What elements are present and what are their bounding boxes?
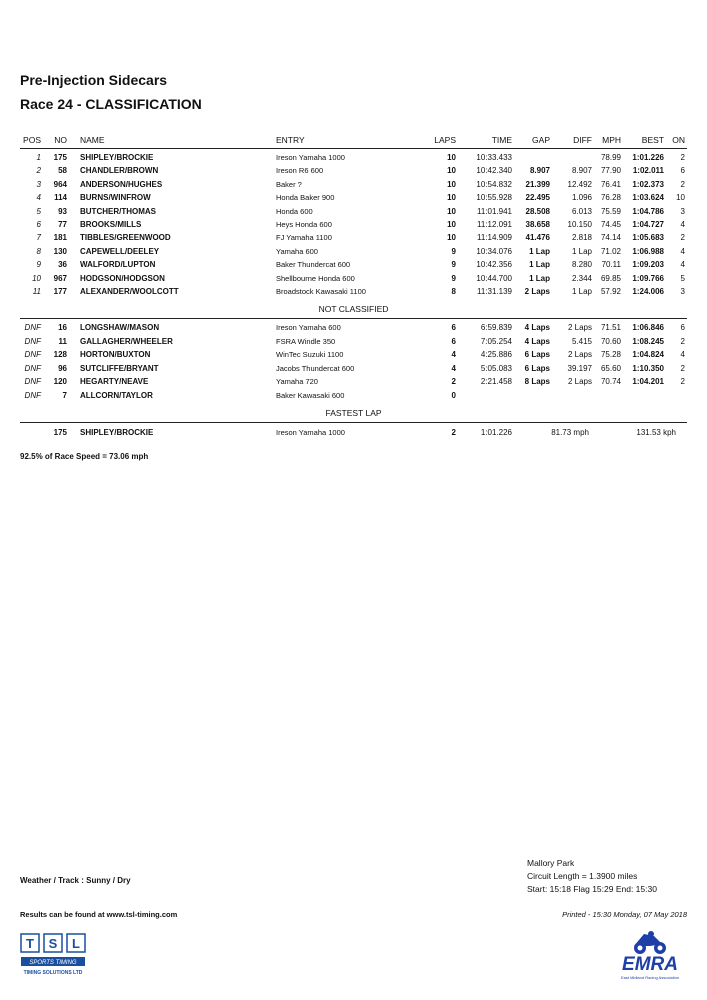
cell-laps: 4 <box>451 350 456 360</box>
cell-laps: 10 <box>447 153 456 162</box>
fastest-lap-time: 1:01.226 <box>480 428 512 437</box>
cell-gap: 1 Lap <box>529 273 550 283</box>
cell-mph: 70.11 <box>601 260 621 270</box>
cell-time: 10:44.700 <box>476 273 512 283</box>
cell-name: HEGARTY/NEAVE <box>80 377 149 387</box>
cell-mph: 74.45 <box>600 220 621 229</box>
cell-gap: 8 Laps <box>524 377 550 387</box>
venue-name: Mallory Park <box>527 858 575 868</box>
cell-no: 58 <box>58 166 67 176</box>
cell-mph: 75.28 <box>600 350 621 360</box>
cell-diff: 5.415 <box>571 336 592 346</box>
cell-on: 2 <box>680 336 685 346</box>
cell-time: 10:34.076 <box>476 246 512 256</box>
cell-time: 2:21.458 <box>480 377 512 387</box>
cell-mph: 70.60 <box>600 336 621 346</box>
cell-name: BURNS/WINFROW <box>80 193 151 203</box>
cell-time: 6:59.839 <box>480 323 512 332</box>
cell-entry: WinTec Suzuki 1100 <box>276 350 344 360</box>
col-laps: LAPS <box>434 135 456 145</box>
table-row <box>0 321 707 334</box>
cell-pos: 4 <box>36 193 41 203</box>
cell-time: 10:55.928 <box>476 193 512 203</box>
cell-laps: 10 <box>447 179 456 189</box>
cell-best: 1:04.786 <box>632 206 664 216</box>
cell-best: 1:01.226 <box>632 153 664 162</box>
cell-time: 10:42.340 <box>476 166 512 176</box>
cell-no: 964 <box>53 179 67 189</box>
col-entry: ENTRY <box>276 135 305 145</box>
cell-pos: 8 <box>36 246 41 256</box>
cell-no: 16 <box>58 323 67 332</box>
table-row <box>0 285 707 298</box>
table-row <box>0 205 707 218</box>
cell-entry: Ireson Yamaha 1000 <box>276 153 345 162</box>
cell-best: 1:24.006 <box>632 287 664 296</box>
cell-pos: 10 <box>32 273 41 283</box>
tsl-letter-t: T <box>26 936 34 951</box>
race-times: Start: 15:18 Flag 15:29 End: 15:30 <box>527 884 657 894</box>
cell-on: 6 <box>680 323 685 332</box>
cell-laps: 6 <box>451 336 456 346</box>
cell-pos: 7 <box>36 233 41 243</box>
cell-pos: 1 <box>36 153 41 162</box>
emra-logo <box>610 926 690 982</box>
cell-no: 77 <box>58 220 67 229</box>
cell-name: CAPEWELL/DEELEY <box>80 246 160 256</box>
cell-entry: FSRA Windle 350 <box>276 336 336 346</box>
cell-time: 4:25.886 <box>480 350 512 360</box>
cell-entry: Shellbourne Honda 600 <box>276 273 355 283</box>
cell-pos: DNF <box>24 323 41 332</box>
cell-gap: 4 Laps <box>524 323 550 332</box>
cell-time: 11:31.139 <box>477 287 512 296</box>
cell-name: ALLCORN/TAYLOR <box>80 391 153 400</box>
cell-laps: 0 <box>451 391 456 400</box>
cell-best: 1:09.203 <box>632 260 664 270</box>
tsl-letter-s: S <box>48 936 58 951</box>
cell-name: SHIPLEY/BROCKIE <box>80 153 154 162</box>
venue-info <box>527 857 657 896</box>
cell-mph: 76.41 <box>600 179 621 189</box>
cell-pos: DNF <box>24 377 41 387</box>
cell-mph: 57.92 <box>600 287 621 296</box>
table-row <box>0 389 707 402</box>
cell-no: 120 <box>53 377 67 387</box>
cell-on: 6 <box>680 166 685 176</box>
col-mph: MPH <box>602 135 621 145</box>
fastest-lap-divider <box>20 422 687 423</box>
cell-name: WALFORD/LUPTON <box>80 260 156 270</box>
cell-time: 11:01.941 <box>477 206 512 216</box>
cell-gap: 22.495 <box>525 193 550 203</box>
cell-on: 2 <box>680 377 685 387</box>
cell-pos: DNF <box>24 363 41 373</box>
cell-best: 1:02.011 <box>632 166 664 176</box>
cell-best: 1:06.846 <box>632 323 664 332</box>
col-name: NAME <box>80 135 105 145</box>
cell-pos: 5 <box>36 206 41 216</box>
cell-name: HODGSON/HODGSON <box>80 273 165 283</box>
cell-on: 4 <box>680 246 685 256</box>
weather-track: Weather / Track : Sunny / Dry <box>20 876 131 885</box>
cell-laps: 10 <box>447 166 456 176</box>
cell-entry: Baker Thundercat 600 <box>276 260 351 270</box>
cell-diff: 2.818 <box>571 233 592 243</box>
fastest-lap-mph: 81.73 mph <box>551 428 589 437</box>
table-row <box>0 362 707 375</box>
cell-time: 7:05.254 <box>480 336 512 346</box>
table-row <box>0 375 707 388</box>
cell-no: 967 <box>53 273 67 283</box>
cell-name: BROOKS/MILLS <box>80 220 142 229</box>
cell-no: 96 <box>58 363 67 373</box>
table-row <box>0 231 707 244</box>
cell-name: BUTCHER/THOMAS <box>80 206 156 216</box>
cell-entry: Honda 600 <box>276 206 313 216</box>
cell-gap: 28.508 <box>525 206 550 216</box>
table-row <box>0 218 707 231</box>
table-header <box>0 134 707 147</box>
tsl-letter-l: L <box>72 936 80 951</box>
cell-on: 2 <box>680 153 685 162</box>
cell-diff: 39.197 <box>567 363 592 373</box>
header-divider <box>20 148 687 149</box>
cell-best: 1:08.245 <box>632 336 664 346</box>
cell-entry: Heys Honda 600 <box>276 220 332 229</box>
cell-laps: 9 <box>451 260 456 270</box>
cell-name: HORTON/BUXTON <box>80 350 151 360</box>
cell-diff: 1.096 <box>571 193 592 203</box>
table-row <box>0 348 707 361</box>
table-row <box>0 164 707 177</box>
cell-no: 11 <box>58 336 67 346</box>
cell-entry: Baker ? <box>276 179 302 189</box>
cell-time: 5:05.083 <box>480 363 512 373</box>
cell-pos: DNF <box>24 391 41 400</box>
cell-best: 1:04.727 <box>632 220 664 229</box>
cell-pos: DNF <box>24 336 41 346</box>
fastest-lap-row <box>0 426 707 439</box>
cell-diff: 1 Lap <box>571 287 592 296</box>
cell-laps: 9 <box>451 273 456 283</box>
event-title: Pre-Injection Sidecars <box>20 72 168 88</box>
cell-name: SUTCLIFFE/BRYANT <box>80 363 159 373</box>
cell-diff: 2 Laps <box>567 350 592 360</box>
cell-best: 1:03.624 <box>632 193 664 203</box>
table-row <box>0 258 707 271</box>
cell-name: GALLAGHER/WHEELER <box>80 336 173 346</box>
cell-best: 1:02.373 <box>632 179 664 189</box>
cell-time: 11:14.909 <box>477 233 512 243</box>
cell-pos: 6 <box>36 220 41 229</box>
cell-entry: Honda Baker 900 <box>276 193 335 203</box>
cell-name: ALEXANDER/WOOLCOTT <box>80 287 179 296</box>
cell-time: 10:54.832 <box>476 179 512 189</box>
fastest-lap-kph: 131.53 kph <box>636 428 676 437</box>
cell-no: 36 <box>58 260 67 270</box>
cell-time: 11:12.091 <box>477 220 512 229</box>
cell-best: 1:09.766 <box>632 273 664 283</box>
cell-on: 4 <box>680 220 685 229</box>
cell-gap: 2 Laps <box>524 287 550 296</box>
cell-diff: 8.280 <box>571 260 592 270</box>
cell-entry: Baker Kawasaki 600 <box>276 391 345 400</box>
table-row <box>0 335 707 348</box>
cell-name: LONGSHAW/MASON <box>80 323 160 332</box>
table-row <box>0 245 707 258</box>
cell-on: 3 <box>680 206 685 216</box>
cell-laps: 10 <box>447 220 456 229</box>
table-row <box>0 178 707 191</box>
col-pos: POS <box>23 135 41 145</box>
cell-time: 10:33.433 <box>476 153 512 162</box>
cell-on: 2 <box>680 363 685 373</box>
cell-gap: 6 Laps <box>524 363 550 373</box>
cell-no: 177 <box>53 287 67 296</box>
cell-on: 4 <box>680 260 685 270</box>
cell-mph: 70.74 <box>600 377 621 387</box>
cell-gap: 38.658 <box>525 220 550 229</box>
cell-no: 7 <box>62 391 67 400</box>
cell-pos: 2 <box>36 166 41 176</box>
cell-diff: 8.907 <box>571 166 592 176</box>
cell-mph: 69.85 <box>600 273 621 283</box>
cell-gap: 21.399 <box>525 179 550 189</box>
fastest-lap-no: 175 <box>53 428 67 437</box>
cell-entry: Ireson Yamaha 600 <box>276 323 341 332</box>
not-classified-divider <box>20 318 687 319</box>
cell-pos: DNF <box>24 350 41 360</box>
cell-best: 1:10.350 <box>632 363 664 373</box>
cell-laps: 10 <box>447 193 456 203</box>
cell-best: 1:04.201 <box>632 377 664 387</box>
cell-gap: 1 Lap <box>529 260 550 270</box>
cell-best: 1:04.824 <box>632 350 664 360</box>
cell-on: 4 <box>680 350 685 360</box>
cell-gap: 4 Laps <box>524 336 550 346</box>
cell-time: 10:42.356 <box>476 260 512 270</box>
cell-on: 2 <box>680 233 685 243</box>
cell-mph: 76.28 <box>600 193 621 203</box>
circuit-length: Circuit Length = 1.3900 miles <box>527 871 638 881</box>
cell-mph: 78.99 <box>600 153 621 162</box>
col-no: NO <box>54 135 67 145</box>
cell-diff: 10.150 <box>567 220 592 229</box>
cell-gap: 8.907 <box>529 166 550 176</box>
cell-entry: Jacobs Thundercat 600 <box>276 363 355 373</box>
cell-on: 10 <box>676 193 685 203</box>
fastest-lap-heading: FASTEST LAP <box>325 408 382 418</box>
tsl-logo <box>20 932 88 978</box>
cell-mph: 65.60 <box>600 363 621 373</box>
cell-no: 128 <box>53 350 67 360</box>
cell-on: 5 <box>680 273 685 283</box>
cell-best: 1:05.683 <box>632 233 664 243</box>
col-diff: DIFF <box>573 135 592 145</box>
cell-best: 1:06.988 <box>632 246 664 256</box>
cell-mph: 75.59 <box>600 206 621 216</box>
cell-laps: 10 <box>447 206 456 216</box>
cell-entry: Yamaha 720 <box>276 377 318 387</box>
table-row <box>0 151 707 164</box>
emra-sub: East Midland Racing Association <box>620 975 680 980</box>
race-speed-note: 92.5% of Race Speed = 73.06 mph <box>20 452 149 461</box>
col-time: TIME <box>491 135 512 145</box>
cell-entry: Broadstock Kawasaki 1100 <box>276 287 366 296</box>
cell-diff: 2 Laps <box>567 323 592 332</box>
cell-name: ANDERSON/HUGHES <box>80 179 163 189</box>
cell-gap: 1 Lap <box>529 246 550 256</box>
not-classified-heading: NOT CLASSIFIED <box>318 304 389 314</box>
cell-mph: 71.02 <box>600 246 621 256</box>
table-row <box>0 272 707 285</box>
tsl-sub1: SPORTS TIMING <box>29 960 77 966</box>
cell-entry: Ireson R6 600 <box>276 166 324 176</box>
fastest-lap-lap: 2 <box>451 428 456 437</box>
cell-laps: 4 <box>451 363 456 373</box>
cell-no: 181 <box>53 233 67 243</box>
cell-diff: 1 Lap <box>571 246 592 256</box>
cell-mph: 71.51 <box>600 323 621 332</box>
printed-timestamp: Printed - 15:30 Monday, 07 May 2018 <box>562 910 687 919</box>
cell-name: CHANDLER/BROWN <box>80 166 159 176</box>
fastest-lap-entry: Ireson Yamaha 1000 <box>276 428 345 437</box>
cell-diff: 2 Laps <box>567 377 592 387</box>
cell-diff: 12.492 <box>567 179 592 189</box>
cell-laps: 8 <box>451 287 456 296</box>
table-row <box>0 191 707 204</box>
cell-pos: 11 <box>32 287 41 296</box>
tsl-sub2: TIMING SOLUTIONS LTD <box>23 970 83 976</box>
cell-gap: 6 Laps <box>524 350 550 360</box>
cell-mph: 77.90 <box>600 166 621 176</box>
cell-gap: 41.476 <box>525 233 550 243</box>
cell-no: 114 <box>54 193 67 203</box>
col-best: BEST <box>641 135 664 145</box>
cell-laps: 6 <box>451 323 456 332</box>
cell-no: 130 <box>53 246 67 256</box>
results-link[interactable]: Results can be found at www.tsl-timing.com <box>20 910 178 919</box>
cell-mph: 74.14 <box>600 233 621 243</box>
cell-laps: 9 <box>451 246 456 256</box>
col-gap: GAP <box>532 135 550 145</box>
cell-laps: 10 <box>447 233 456 243</box>
cell-on: 2 <box>680 179 685 189</box>
cell-pos: 3 <box>36 179 41 189</box>
cell-pos: 9 <box>36 260 41 270</box>
cell-diff: 6.013 <box>571 206 592 216</box>
race-title: Race 24 - CLASSIFICATION <box>20 96 202 112</box>
fastest-lap-name: SHIPLEY/BROCKIE <box>80 428 154 437</box>
cell-on: 3 <box>680 287 685 296</box>
cell-name: TIBBLES/GREENWOOD <box>80 233 171 243</box>
cell-no: 175 <box>53 153 67 162</box>
col-on: ON <box>672 135 685 145</box>
cell-entry: Yamaha 600 <box>276 246 318 256</box>
cell-diff: 2.344 <box>571 273 592 283</box>
emra-text: EMRA <box>622 954 678 975</box>
cell-entry: FJ Yamaha 1100 <box>276 233 332 243</box>
cell-laps: 2 <box>451 377 456 387</box>
cell-no: 93 <box>58 206 67 216</box>
